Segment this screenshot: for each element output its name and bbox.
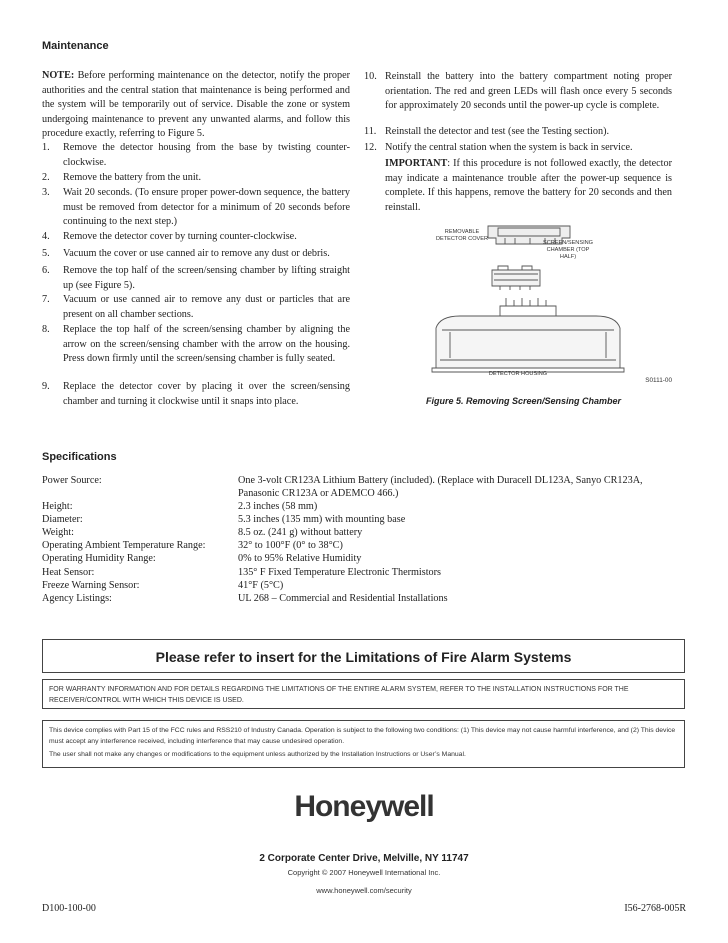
important-text: : If this procedure is not followed exactly, the detector may indicate a maintenance trouble after the power-up sequence is complete. If this happens, remove the battery for 20 seconds and then reinstall. [385,158,672,213]
spec-label: Freeze Warning Sensor: [42,580,140,591]
step-number: 10. [364,71,377,82]
spec-label: Operating Humidity Range: [42,553,156,564]
spec-value: 8.5 oz. (241 g) without battery [238,527,363,538]
step-text: Remove the detector cover by turning counter-clockwise. [63,231,297,242]
spec-value: UL 268 – Commercial and Residential Installations [238,593,448,604]
step-2 [42,171,350,186]
step-text: Reinstall the detector and test (see the Testing section). [385,126,610,137]
step-number: 11. [364,126,377,137]
step-5 [42,247,350,262]
step-number: 9. [42,381,50,392]
step-3 [42,186,350,231]
step-text: Vacuum or use canned air to remove any dust or particles that are present on all chamber sections. [63,294,350,320]
step-4 [42,230,350,245]
warranty-box [42,679,685,709]
copyright-notice: Copyright © 2007 Honeywell International Inc. [287,868,441,877]
spec-label: Height: [42,501,73,512]
step-text: Vacuum the cover or use canned air to remove any dust or debris. [63,248,330,259]
step-12 [364,141,672,156]
spec-label: Operating Ambient Temperature Range: [42,540,206,551]
step-9 [42,380,350,410]
label-removable-cover: REMOVABLE DETECTOR COVER [435,229,489,242]
step-number: 5. [42,248,50,259]
spec-label: Power Source: [42,475,102,486]
spec-value: One 3-volt CR123A Lithium Battery (included). (Replace with Duracell DL123A, Sanyo CR123A, Panasonic CR123A or ADEMCO 466.) [238,475,643,500]
maintenance-heading: Maintenance [42,40,109,52]
label-sensing-chamber: SCREEN/SENSING CHAMBER (TOP HALF) [542,240,594,260]
specifications-heading: Specifications [42,451,117,463]
spec-label: Diameter: [42,514,83,525]
note-text: Before performing maintenance on the detector, notify the proper authorities and the central station that maintenance is being performed and the system will be temporarily out of service. Disable the zone or system undergoing maintenance to prevent any unwanted alarms, and follow this procedure exactly, referring to Figure 5. [42,70,351,140]
fcc-text-2: The user shall not make any changes or modifications to the equipment unless authorized by the Installation Instructions or User’s Manual. [49,751,466,758]
spec-value: 41°F (5°C) [238,580,284,591]
step-number: 8. [42,324,50,335]
step-8 [42,323,350,383]
spec-value: 2.3 inches (58 mm) [238,501,318,512]
step-number: 7. [42,294,50,305]
important-label: IMPORTANT [385,158,448,169]
company-address: 2 Corporate Center Drive, Melville, NY 11747 [259,853,469,864]
document-number-left: D100-100-00 [42,903,96,914]
spec-value: 0% to 95% Relative Humidity [238,553,362,564]
important-note [385,157,672,215]
step-text: Remove the battery from the unit. [63,172,202,183]
step-number: 3. [42,187,50,198]
document-number-right: I56-2768-005R [624,903,686,914]
spec-label: Heat Sensor: [42,567,95,578]
step-text: Remove the detector housing from the base by twisting counter-clockwise. [63,142,350,168]
label-detector-housing: DETECTOR HOUSING [488,371,548,377]
step-text: Replace the top half of the screen/sensing chamber by aligning the arrow on the screen/sensing chamber with the arrow on the housing. Press down firmly until the screen/sensing chamber is fully seated. [63,324,350,365]
step-7 [42,293,350,323]
fcc-text-1: This device complies with Part 15 of the FCC rules and RSS210 of Industry Canada. Operation is subject to the following two conditions: (1) This device may not cause harmful interference, and (2) This device must accept any interference received, including interference that may cause undesired operation. [49,727,676,745]
detector-exploded-diagram [380,218,680,388]
spec-value: 135° F Fixed Temperature Electronic Thermistors [238,567,442,578]
step-number: 1. [42,142,50,153]
step-text: Wait 20 seconds. (To ensure proper power-down sequence, the battery must be removed from detector for a minimum of 20 seconds before continuing to the next step.) [63,187,350,228]
step-6 [42,264,350,294]
step-1 [42,141,350,171]
step-number: 6. [42,265,50,276]
step-number: 4. [42,231,50,242]
website-link[interactable]: www.honeywell.com/security [316,886,412,895]
honeywell-logo: Honeywell [294,790,434,823]
figure-code: S0111-00 [645,377,672,384]
figure-5 [380,218,680,418]
note-label: NOTE: [42,70,75,81]
warranty-text: FOR WARRANTY INFORMATION AND FOR DETAILS REGARDING THE LIMITATIONS OF THE ENTIRE ALARM SYSTEM, REFER TO THE INSTALLATION INSTRUCTIONS FOR THE RECEIVER/CONTROL WITH WHICH THIS DEVICE IS USED. [49,686,629,704]
step-text: Reinstall the battery into the battery compartment noting proper orientation. The red and green LEDs will flash once every 5 seconds for approximately 20 seconds until the power-up cycle is complete. [385,71,672,112]
step-11 [364,125,672,140]
fcc-box [42,720,685,768]
spec-row [42,474,682,501]
limitations-banner [42,639,685,673]
step-text: Replace the detector cover by placing it over the screen/sensing chamber and turning it clockwise until it snaps into place. [63,381,350,407]
spec-label: Agency Listings: [42,593,112,604]
spec-label: Weight: [42,527,74,538]
step-text: Remove the top half of the screen/sensing chamber by lifting straight up (see Figure 5). [63,265,350,291]
step-number: 2. [42,172,50,183]
limitations-text: Please refer to insert for the Limitations of Fire Alarm Systems [155,649,572,665]
spec-value: 32° to 100°F (0° to 38°C) [238,540,343,551]
spec-value: 5.3 inches (135 mm) with mounting base [238,514,406,525]
step-10 [364,70,672,130]
maintenance-note [42,69,350,142]
step-text: Notify the central station when the system is back in service. [385,142,633,153]
figure-caption: Figure 5. Removing Screen/Sensing Chamber [426,396,622,406]
step-number: 12. [364,142,377,153]
